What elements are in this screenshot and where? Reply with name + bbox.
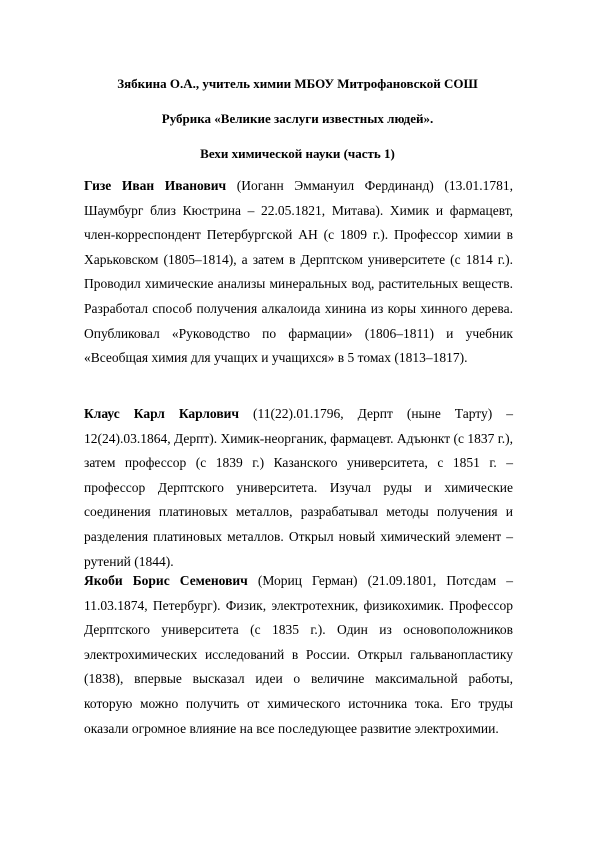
rubric-line: Рубрика «Великие заслуги известных людей». xyxy=(161,111,434,126)
entry-paragraph-klaus xyxy=(84,402,513,574)
entry-name: Якоби Борис Семенович xyxy=(84,573,248,588)
author-line: Зябкина О.А., учитель химии МБОУ Митрофановской СОШ xyxy=(117,76,478,91)
entry-text: (11(22).01.1796, Дерпт (ныне Тарту) – 12(24).03.1864, Дерпт). Химик-неорганик, фармацевт. Адъюнкт (с 1837 г.), затем профессор (с 1839 г.) Казанского университета, с 1851 г. – профессор Дерптского университета. Изучал руды и химические соединения платиновых металлов, разрабатывал методы получения и разделения платиновых металлов. Открыл новый химический элемент – рутений (1844). xyxy=(84,406,513,569)
entry-text: (Мориц Герман) (21.09.1801, Потсдам – 11.03.1874, Петербург). Физик, электротехник, физикохимик. Профессор Дерптского университета (с 1835 г.). Один из основоположников электрохимических исследований в России. Открыл гальванопластику (1838), впервые высказал идеи о величине максимальной работы, которую можно получить от химического источника тока. Его труды оказали огромное влияние на все последующее развитие электрохимии. xyxy=(84,573,513,736)
entry-name: Гизе Иван Иванович xyxy=(84,178,227,193)
entry-paragraph-jacobi xyxy=(84,569,513,741)
entry-text: (Иоганн Эммануил Фердинанд) (13.01.1781, Шаумбург близ Кюстрина – 22.05.1821, Митава). Химик и фармацевт, член-корреспондент Петербургской АН (с 1809 г.). Профессор химии в Харьковском (1805–1814), а затем в Дерптском университете (с 1814 г.). Проводил химические анализы минеральных вод, растительных веществ. Разработал способ получения алкалоида хинина из коры хинного дерева. Опубликовал «Руководство по фармации» (1806–1811) и учебник «Всеобщая химия для учащих и учащихся» в 5 томах (1813–1817). xyxy=(84,178,513,366)
entry-name: Клаус Карл Карлович xyxy=(84,406,240,421)
entry-paragraph-gize xyxy=(84,174,513,371)
document-title: Вехи химической науки (часть 1) xyxy=(200,146,395,161)
